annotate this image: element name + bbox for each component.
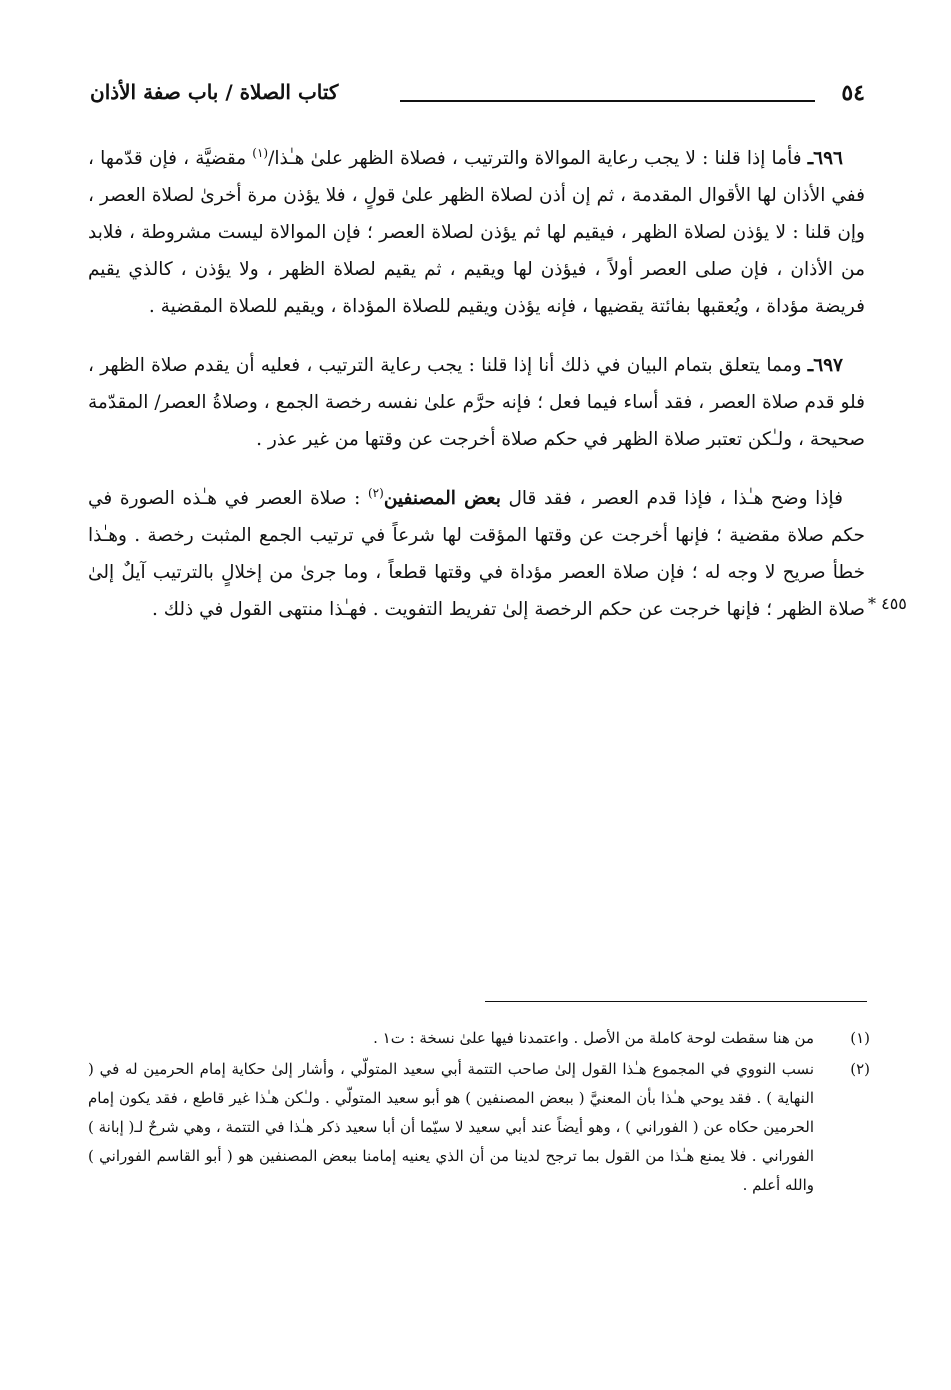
- paragraph-continuation: [88, 480, 865, 628]
- page-header: [90, 80, 865, 114]
- paragraph-text: : صلاة العصر في هـٰذه الصورة في حكم صلاة مقضية ؛ فإنها أخرجت عن وقتها المؤقت لها شرعاً في ترتيب الجمع المثبت رخصة . وهـٰذا خطأ صريح لا وجه له ؛ فإن صلاة العصر مؤداة في وقتها قطعاً ، وما جرىٰ من إخلالٍ بالترتيب آيلٌ إلىٰ صلاة الظهر ؛ فإنها خرجت عن حكم الرخصة إلىٰ تفريط التفويت . فهـٰذا منتهى القول في ذلك .: [88, 488, 865, 620]
- footnote-text: نسب النووي في المجموع هـٰذا القول إلىٰ صاحب التتمة أبي سعيد المتولّي ، وأشار إلىٰ حكاية إمام الحرمين له في ( النهاية ) . فقد يوحي هـٰذا بأن المعنيَّ ( ببعض المصنفين ) هو أبو سعيد المتولّي . ولـٰكن هـٰذا غير قاطع ، فقد يكون إمام الحرمين حكاه عن ( الفوراني ) ، وهو أيضاً عند أبي سعيد لا سيّما أن أبا سعيد ذكر هـٰذا في التتمة ، وهي شرحٌ لـ( إبانة ) الفوراني . فلا يمنع هـٰذا من القول بما ترجح لدينا من أن الذي يعنيه إمامنا ببعض المصنفين هو ( أبو القاسم الفوراني ) والله أعلم .: [88, 1060, 814, 1194]
- footnote-2: [88, 1055, 870, 1200]
- margin-page-marker: ٤٥٥ *: [868, 594, 907, 613]
- footnote-text: من هنا سقطت لوحة كاملة من الأصل . واعتمدنا فيها علىٰ نسخة : ت١ .: [373, 1029, 814, 1047]
- paragraph-text: فأما إذا قلنا : لا يجب رعاية الموالاة والترتيب ، فصلاة الظهر علىٰ هـٰذا/: [268, 148, 808, 169]
- footnote-ref-2[interactable]: (٢): [367, 485, 384, 500]
- header-rule: [400, 100, 815, 102]
- footnote-rule: [485, 1001, 867, 1002]
- paragraph-number: ٦٩٦ـ: [807, 148, 843, 169]
- paragraph-number: ٦٩٧ـ: [807, 355, 843, 376]
- paragraph-text: ومما يتعلق بتمام البيان في ذلك أنا إذا قلنا : يجب رعاية الترتيب ، فعليه أن يقدم صلاة الظهر ، فلو قدم صلاة العصر ، فقد أساء فيما فعل ؛ فإنه حرَّم علىٰ نفسه رخصة الجمع ، وصلاةُ العصر/ المقدّمة صحيحة ، ولـٰكن تعتبر صلاة الظهر في حكم صلاة أخرجت عن وقتها من غير عذر .: [88, 355, 865, 450]
- paragraph-text: فإذا وضح هـٰذا ، فإذا قدم العصر ، فقد قال: [500, 488, 843, 509]
- paragraph-text: مقضيَّة ، فإن قدّمها ، ففي الأذان لها الأقوال المقدمة ، ثم إن أذن لصلاة الظهر علىٰ قولٍ ، فلا يؤذن مرة أخرىٰ لصلاة العصر ، وإن قلنا : لا يؤذن لصلاة الظهر ، فيقيم لها ثم يؤذن لصلاة العصر ؛ فإن الموالاة ليست مشروطة ، فلابد من الأذان ، فإن صلى العصر أولاً ، فيؤذن لها ويقيم ، ثم يقيم لصلاة الظهر ، ولا يؤذن ، كالذي يقيم فريضة مؤداة ، ويُعقبها بفائتة يقضيها ، فإنه يؤذن ويقيم للصلاة المؤداة ، ويقيم للصلاة المقضية .: [88, 148, 865, 317]
- footnote-number: (١): [850, 1029, 870, 1047]
- body-text: [88, 140, 865, 650]
- page-number: ٥٤: [841, 80, 865, 106]
- paragraph-697: [88, 347, 865, 458]
- emphasized-term: بعض المصنفين: [383, 488, 501, 509]
- footnote-number: (٢): [850, 1060, 870, 1078]
- footnotes: [88, 1024, 870, 1202]
- paragraph-696: [88, 140, 865, 325]
- footnote-1: [88, 1024, 870, 1053]
- footnote-ref-1[interactable]: (١): [252, 145, 269, 160]
- running-title: كتاب الصلاة / باب صفة الأذان: [90, 80, 339, 104]
